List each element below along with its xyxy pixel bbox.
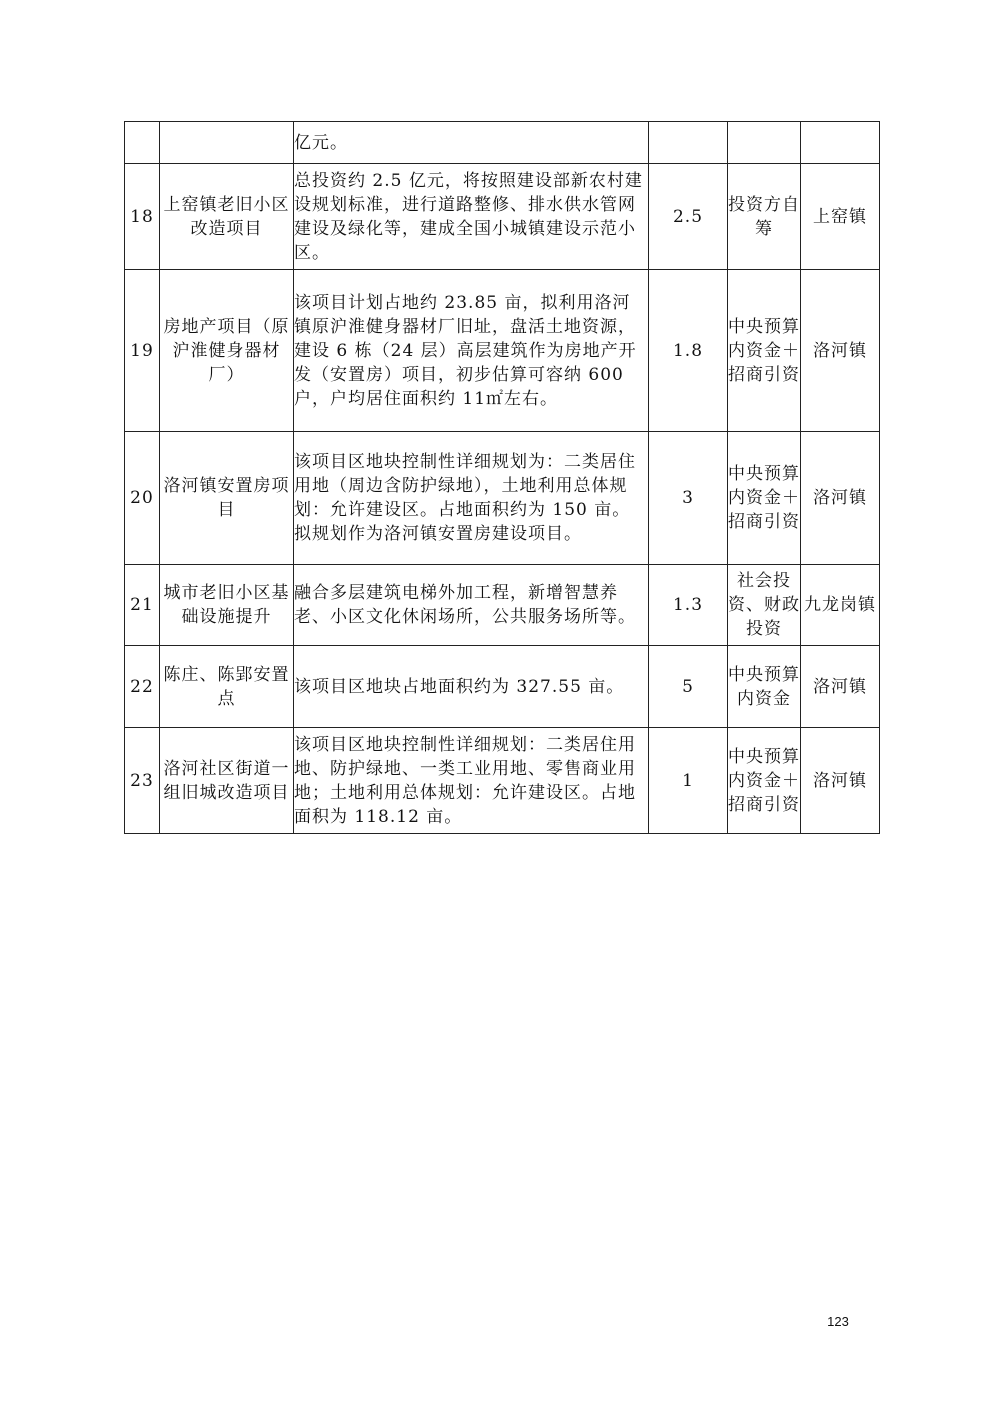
table-row [125,122,880,164]
project-table [124,121,880,834]
table-row [125,270,880,432]
town [801,122,880,164]
investment-amount: 3 [649,432,728,565]
investment-amount: 5 [649,646,728,728]
project-name: 上窑镇老旧小区改造项目 [160,164,294,270]
project-description: 融合多层建筑电梯外加工程，新增智慧养老、小区文化休闲场所，公共服务场所等。 [294,565,649,646]
project-description: 总投资约 2.5 亿元，将按照建设部新农村建设规划标准，进行道路整修、排水供水管网建设及绿化等，建成全国小城镇建设示范小区。 [294,164,649,270]
table-row [125,565,880,646]
project-description: 该项目计划占地约 23.85 亩，拟利用洛河镇原沪淮健身器材厂旧址，盘活土地资源，建设 6 栋（24 层）高层建筑作为房地产开发（安置房）项目，初步估算可容纳 600 户，户均居住面积约 11㎡左右。 [294,270,649,432]
table-row [125,646,880,728]
investment-amount: 2.5 [649,164,728,270]
project-name: 陈庄、陈郢安置点 [160,646,294,728]
row-number [125,122,160,164]
row-number: 21 [125,565,160,646]
project-name: 洛河社区街道一组旧城改造项目 [160,728,294,834]
project-description: 该项目区地块占地面积约为 327.55 亩。 [294,646,649,728]
investment-amount: 1 [649,728,728,834]
town: 洛河镇 [801,270,880,432]
funding-source: 中央预算内资金 [728,646,801,728]
investment-amount: 1.8 [649,270,728,432]
project-name: 城市老旧小区基础设施提升 [160,565,294,646]
investment-amount [649,122,728,164]
project-name: 洛河镇安置房项目 [160,432,294,565]
town: 洛河镇 [801,432,880,565]
funding-source: 投资方自筹 [728,164,801,270]
row-number: 20 [125,432,160,565]
table-row [125,728,880,834]
town: 上窑镇 [801,164,880,270]
project-name [160,122,294,164]
page-number: 123 [827,1314,849,1329]
table-row [125,164,880,270]
town: 洛河镇 [801,728,880,834]
project-description: 该项目区地块控制性详细规划为：二类居住用地（周边含防护绿地），土地利用总体规划：允许建设区。占地面积约为 150 亩。拟规划作为洛河镇安置房建设项目。 [294,432,649,565]
funding-source: 中央预算内资金＋招商引资 [728,432,801,565]
funding-source: 中央预算内资金＋招商引资 [728,728,801,834]
town: 洛河镇 [801,646,880,728]
town: 九龙岗镇 [801,565,880,646]
project-description: 亿元。 [294,122,649,164]
funding-source [728,122,801,164]
table-row [125,432,880,565]
row-number: 23 [125,728,160,834]
project-name: 房地产项目（原沪淮健身器材厂） [160,270,294,432]
row-number: 18 [125,164,160,270]
row-number: 22 [125,646,160,728]
investment-amount: 1.3 [649,565,728,646]
funding-source: 中央预算内资金＋招商引资 [728,270,801,432]
project-description: 该项目区地块控制性详细规划：二类居住用地、防护绿地、一类工业用地、零售商业用地；土地利用总体规划：允许建设区。占地面积为 118.12 亩。 [294,728,649,834]
row-number: 19 [125,270,160,432]
funding-source: 社会投资、财政投资 [728,565,801,646]
